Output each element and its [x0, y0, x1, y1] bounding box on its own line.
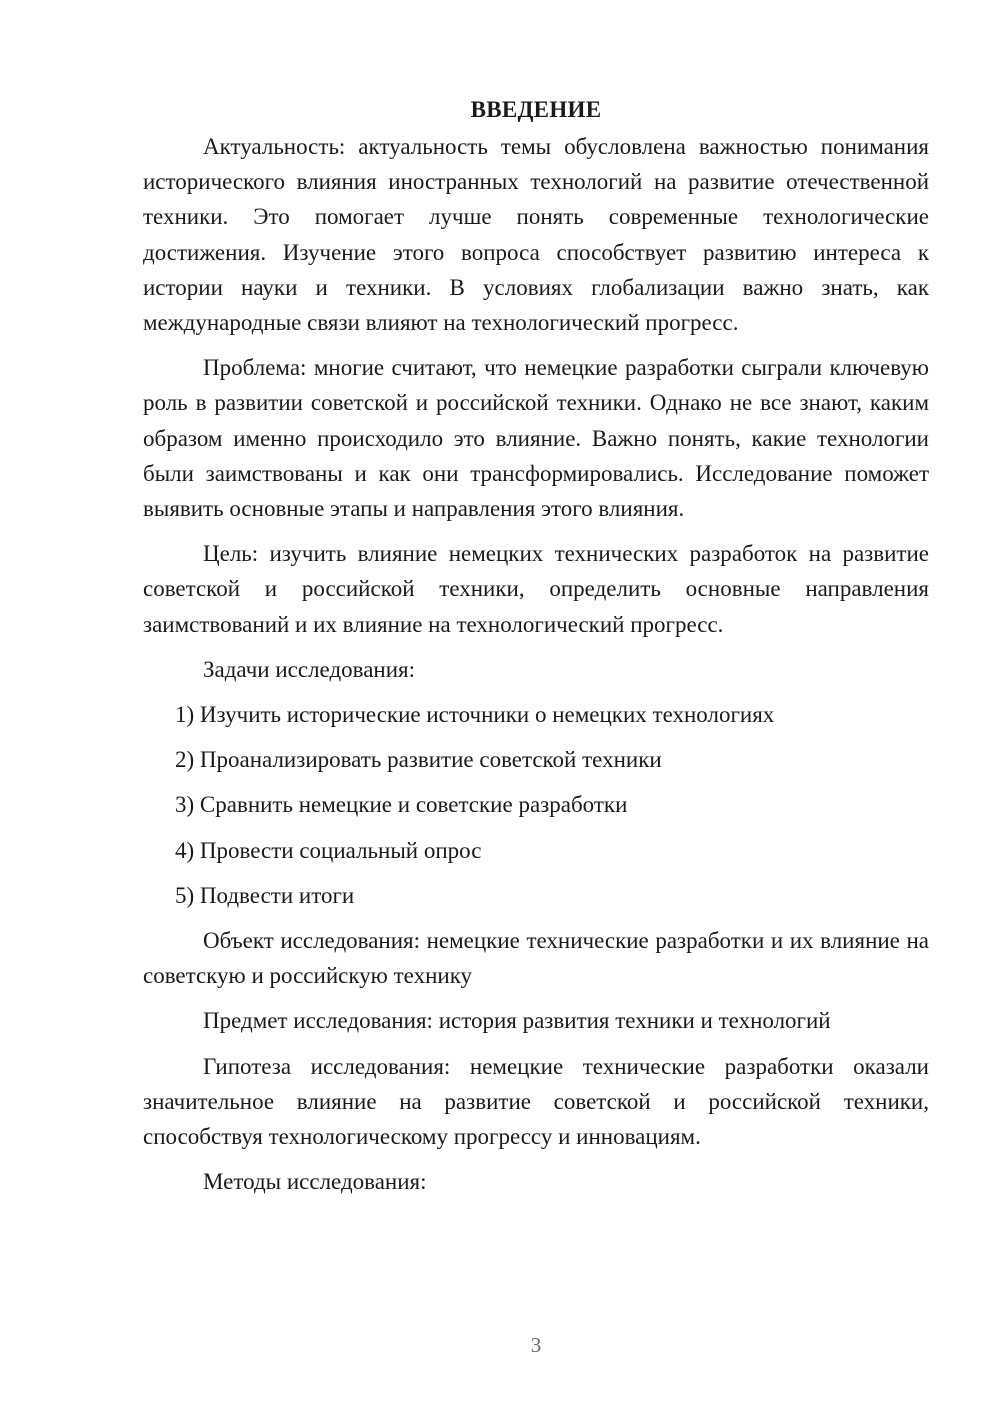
tasks-title: Задачи исследования: — [203, 656, 416, 682]
paragraph-hypothesis: Гипотеза исследования: немецкие технические разработки оказали значительное влияние на развитие советской и российской техники, способствуя технологическому прогрессу и инновациям. — [143, 1053, 929, 1150]
paragraph-goal: Цель: изучить влияние немецких технических разработок на развитие советской и российской техники, определить основные направления заимствований и их влияние на технологический прогресс. — [143, 541, 929, 637]
list-item: 5) Подвести итоги — [175, 882, 355, 908]
tasks-list — [143, 697, 929, 913]
list-item: 4) Провести социальный опрос — [175, 837, 482, 863]
page-number: 3 — [530, 1333, 542, 1357]
paragraph-subject: Предмет исследования: история развития техники и технологий — [203, 1008, 831, 1034]
list-item: 3) Сравнить немецкие и советские разработки — [175, 792, 628, 818]
page-title: ВВЕДЕНИЕ — [470, 97, 602, 122]
paragraph-relevance: Актуальность: актуальность темы обусловлена важностью понимания исторического влияния иностранных технологий на развитие отечественной техники. Это помогает лучше понять современные технологические достижения. Изучение этого вопроса способствует развитию интереса к истории науки и техники. В условиях глобализации важно знать, как международные связи влияют на технологический прогресс. — [143, 134, 929, 336]
list-item: 1) Изучить исторические источники о немецких технологиях — [175, 702, 775, 728]
methods-title: Методы исследования: — [203, 1169, 427, 1195]
paragraph-object: Объект исследования: немецкие технические разработки и их влияние на советскую и российскую технику — [143, 928, 929, 989]
document-page — [143, 92, 929, 1209]
list-item: 2) Проанализировать развитие советской техники — [175, 747, 662, 773]
paragraph-problem: Проблема: многие считают, что немецкие разработки сыграли ключевую роль в развитии советской и российской техники. Однако не все знают, каким образом именно происходило это влияние. Важно понять, какие технологии были заимствованы и как они трансформировались. Исследование поможет выявить основные этапы и направления этого влияния. — [143, 355, 929, 522]
